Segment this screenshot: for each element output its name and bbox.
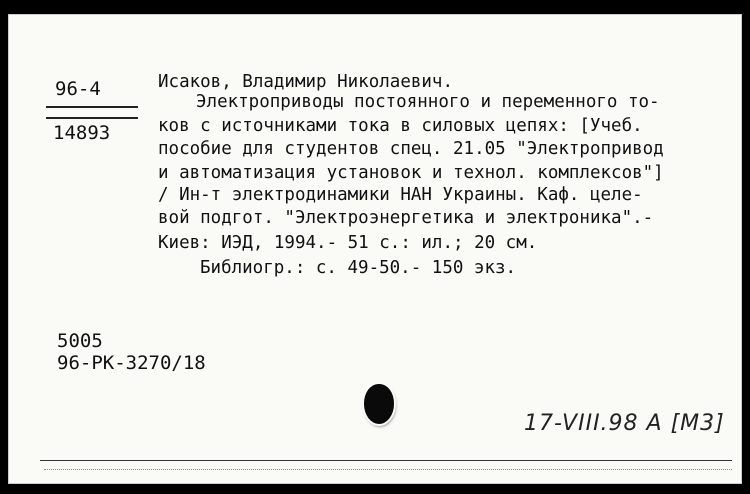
description-line: Киев: ИЭД, 1994.- 51 с.: ил.; 20 см. [158,233,538,253]
card-bottom-line [40,460,732,461]
code-line-1: 5005 [57,330,103,352]
inventory-number: 14893 [53,122,111,144]
description-line: ков с источниками тока в силовых цепях: [Учеб. [158,116,643,136]
bibliography-note: Библиогр.: с. 49-50.- 150 экз. [200,258,517,278]
description-line: Электроприводы постоянного и переменного то- [196,92,660,112]
shelf-mark-divider [46,117,138,119]
shelf-mark: 96-4 [55,78,101,100]
catalog-card [8,14,742,484]
description-line: / Ин-т электродинамики НАН Украины. Каф. целе- [158,185,643,205]
description-line: вой подгот. "Электроэнергетика и электроника".- [158,208,654,228]
description-line: и автоматизация установок и технол. комплексов"] [158,163,664,183]
shelf-mark-underline [46,106,138,108]
handwritten-note: 17-VIII.98 A [М3] [524,411,725,436]
punch-hole [364,384,394,424]
code-line-2: 96-РК-3270/18 [57,352,206,374]
author-heading: Исаков, Владимир Николаевич. [158,72,454,92]
description-line: пособие для студентов спец. 21.05 "Электропривод [158,139,664,159]
card-dotted-line [44,469,732,470]
